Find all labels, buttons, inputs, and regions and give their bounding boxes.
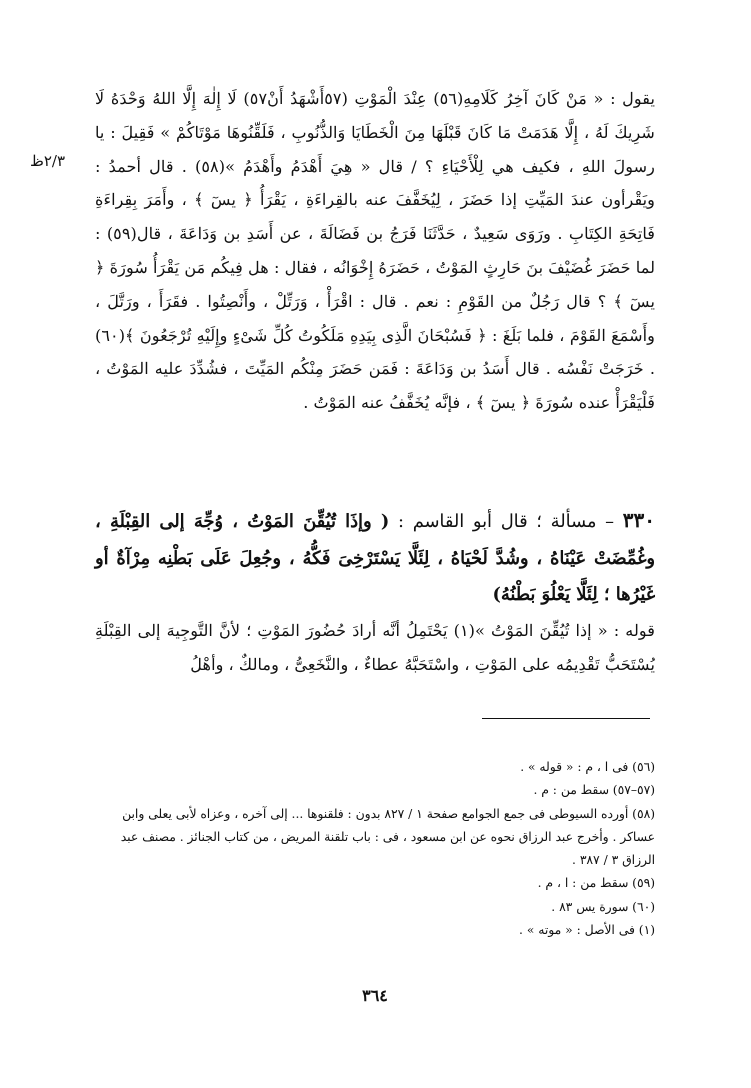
hadith-paragraph: يقول : « مَنْ كَانَ آخِرُ كَلَامِهِ(٥٦) عِنْدَ الْمَوْتِ (٥٧أَشْهَدُ أَنْ٥٧) لَا إِلٰهَ إِلَّا اللهُ وَحْدَهُ لَا شَرِيكَ لَهُ ، إِلَّا هَدَمَتْ مَا كَانَ قَبْلَهَا مِنَ الْخَطَايَا وَالذُّنُوبِ ، فَلَقِّنُوهَا مَوْتَاكُمْ » فَقِيلَ : يا رسولَ اللهِ ، فكيف هي لِلْأَحْيَاءِ ؟ / قال « هِيَ أَهْدَمُ وأَهْدَمُ »(٥٨) . قال أحمدُ : ويَقْرأون عندَ المَيِّتِ إذا حَضَرَ ، لِيُخَفَّفَ عنه بالقِراءَةِ ، يَقْرَأُ ﴿ يسٓ ﴾ ، وأَمَرَ بِقِراءَةِ فَاتِحَةِ الكِتَابِ . ورَوَى سَعِيدٌ ، حَدَّثَنَا فَرَجُ بن فَضَالَةَ ، عن أَسَدِ بن وَدَاعَةَ ، قال(٥٩) : لما حَضَرَ غُضَيْفَ بنَ حَارِثٍ المَوْتُ ، حَضَرَهُ إِخْوَانُه ، فقال : هل فِيكُم مَن يَقْرَأُ سُورَةَ ﴿ يسٓ ﴾ ؟ قال رَجُلٌ من القَوْمِ : نعم . قال : اقْرَأْ ، وَرَتِّلْ ، وأَنْصِتُوا . فقَرَأَ ، ورَتَّلَ ، وأَسْمَعَ القَوْمَ ، فلما بَلَغَ : ﴿ فَسُبْحَانَ الَّذِى بِيَدِهِ مَلَكُوتُ كُلِّ شَىْءٍ وإِلَيْهِ تُرْجَعُونَ ﴾(٦٠) . خَرَجَتْ نَفْسُه . قال أَسَدُ بن وَدَاعَةَ : فَمَن حَضَرَ مِنْكُم المَيِّتَ ، فشُدِّدَ عليه المَوْتُ ، فَلْيَقْرَأْ عنده سُورَةَ ﴿ يسٓ ﴾ ، فإنَّه يُخَفَّفُ عنه المَوْتُ . <box>95 89 655 413</box>
footnote: (٥٨) أورده السيوطى فى جمع الجوامع صفحة ١ / ٨٢٧ بدون : فلقنوها ... إلى آخره ، وعزاه لأبى يعلى وابن عساكر . وأخرج عبد الرزاق نحوه عن ابن مسعود ، فى : باب تلقنة المريض ، من كتاب الجنائز . مصنف عبد الرزاق ٣ / ٣٨٧ . <box>120 806 655 868</box>
main-text-block <box>95 82 655 420</box>
margin-folio-reference: ٢/٣ظ <box>30 152 66 170</box>
masala-number: ٣٣٠ <box>622 508 656 532</box>
footnote-separator <box>482 718 650 719</box>
footnote: (٥٦) فى ا ، م : « قوله » . <box>520 760 655 774</box>
masala-heading-block <box>95 502 655 614</box>
footnote: (١) فى الأصل : « موته » . <box>519 923 655 938</box>
footnote: (٥٧–٥٧) سقط من : م . <box>533 783 655 798</box>
page-number: ٣٦٤ <box>362 986 388 1005</box>
commentary-block <box>95 614 655 682</box>
footnote: (٦٠) سورة يس ٨٣ . <box>551 899 655 914</box>
masala-quote: ( وإذَا تُيُقِّنَ المَوْتُ ، وُجِّهَ إلى القِبْلَةِ ، وغُمِّضَتْ عَيْنَاهُ ، وشُدَّ لَحْيَاهُ ، لِئَلَّا يَسْتَرْخِىَ فَكُّهُ ، وجُعِلَ عَلَى بَطْنِه مِرْآةٌ أو غَيْرُها ؛ لِئَلَّا يَعْلُوَ بَطْنُهُ) <box>95 511 655 605</box>
commentary-paragraph: قوله : « إذا تُيُقِّنَ المَوْتُ »(١) يَحْتَمِلُ أنَّه أرادَ حُضُورَ المَوْتِ ؛ لأنَّ التَّوجِيهَ إلى القِبْلَةِ يُسْتَحَبُّ تَقْدِيمُه على المَوْتِ ، واسْتَحَبَّهُ عطاءٌ ، والنَّخَعِىُّ ، ومالكٌ ، وأهْلُ <box>95 621 655 674</box>
footnotes-block <box>95 756 655 942</box>
footnote: (٥٩) سقط من : ا ، م . <box>537 876 655 891</box>
masala-intro: – مسألة ؛ قال أبو القاسم : <box>389 511 623 532</box>
